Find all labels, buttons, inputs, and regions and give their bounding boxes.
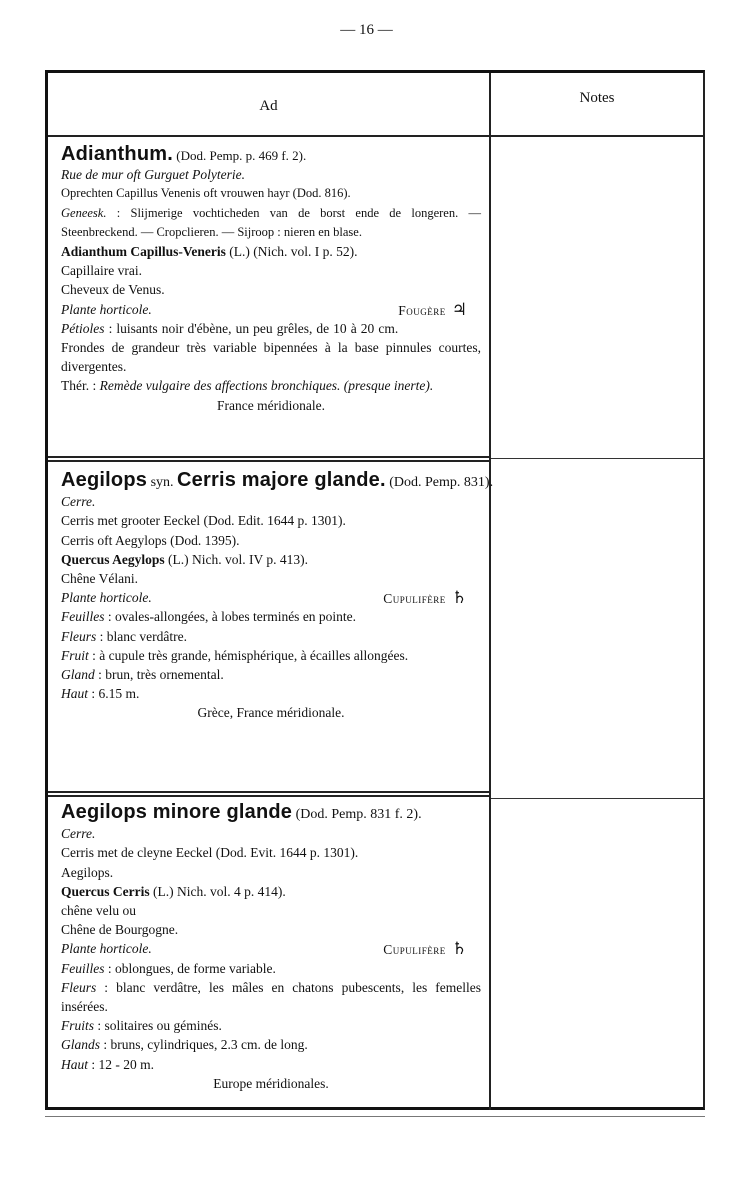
genus-reference: (Dod. Pemp. 831 f. 2).: [292, 807, 422, 822]
entry-separator: [48, 456, 489, 458]
entry-aegilops-majore: [61, 469, 494, 723]
page-number: — 16 —: [340, 22, 393, 38]
synonym-marker: syn.: [147, 475, 178, 490]
common-name: chêne velu ou: [61, 903, 136, 919]
genus-name: Aegilops minore glande: [61, 801, 293, 823]
fleurs-label: Fleurs: [61, 979, 97, 995]
glands-text: : bruns, cylindriques, 2.3 cm. de long.: [100, 1037, 308, 1053]
column-header-notes: Notes: [579, 90, 615, 106]
gland-text: : brun, très ornemental.: [94, 667, 224, 683]
genus-reference: (Dod. Pemp. p. 469 f. 2).: [173, 148, 307, 163]
genus-name: Aegilops: [61, 469, 148, 491]
haut-label: Haut: [61, 686, 88, 702]
region: Europe méridionales.: [213, 1075, 329, 1091]
genus-name: Adianthum.: [61, 143, 173, 165]
french-name: Cerre.: [61, 494, 96, 510]
therapeutic-label: Thér. :: [61, 378, 100, 394]
dutch-name-line: Aegilops.: [61, 864, 114, 880]
fleurs-text: : blanc verdâtre, les mâles en chatons pubescents, les femelles insérées.: [61, 979, 481, 1015]
region: France méridionale.: [217, 397, 325, 413]
bottom-rule: [45, 1116, 705, 1117]
petioles-label: Pétioles: [61, 320, 105, 336]
petioles-text: : luisants noir d'ébène, un peu grêles, de 10 à 20 cm. Frondes de grandeur très variable bipennées à la base pinnules courtes, divergentes.: [61, 320, 481, 375]
species-name: Adianthum Capillus-Veneris: [61, 244, 226, 260]
life-form-symbol-icon: ♃: [451, 299, 467, 319]
genus-name-secondary: Cerris majore glande.: [177, 469, 386, 491]
synonym-line: Rue de mur oft Gurguet Polyterie.: [61, 167, 245, 183]
common-name: Chêne de Bourgogne.: [61, 922, 179, 938]
feuilles-text: : oblongues, de forme variable.: [104, 960, 276, 976]
fruits-text: : solitaires ou géminés.: [94, 1018, 222, 1034]
plante-label: Plante horticole.: [61, 941, 152, 957]
family-name: Cupulifère: [383, 591, 446, 607]
common-name: Capillaire vrai.: [61, 263, 142, 279]
fleurs-label: Fleurs: [61, 628, 97, 644]
dutch-name-line: Cerris met grooter Eeckel (Dod. Edit. 1644 p. 1301).: [61, 513, 346, 529]
notes-separator: [491, 798, 703, 799]
region: Grèce, France méridionale.: [197, 705, 345, 721]
glands-label: Glands: [61, 1037, 101, 1053]
dutch-name-line: Oprechten Capillus Venenis oft vrouwen hayr (Dod. 816).: [61, 186, 351, 201]
feuilles-label: Feuilles: [61, 609, 105, 625]
species-name: Quercus Cerris: [61, 883, 150, 899]
geneesk-text: : Slijmerige vochticheden van de borst ende de longeren. — Steenbreckend. — Cropclieren. — Sijroop : nieren en blase.: [61, 205, 481, 239]
species-reference: (L.) (Nich. vol. I p. 52).: [225, 244, 358, 260]
fruit-text: : à cupule très grande, hémisphérique, à écailles allongées.: [88, 647, 409, 663]
plante-label: Plante horticole.: [61, 590, 152, 606]
entry-aegilops-minore: [61, 803, 481, 1093]
fleurs-text: : blanc verdâtre.: [96, 628, 187, 644]
entry-separator: [48, 791, 489, 793]
fruits-label: Fruits: [61, 1018, 95, 1034]
header-rule: [48, 135, 703, 137]
notes-separator: [491, 458, 703, 459]
entry-adianthum: [61, 145, 481, 415]
species-reference: (L.) Nich. vol. IV p. 413).: [164, 551, 308, 567]
species-name: Quercus Aegylops: [61, 551, 165, 567]
family-name: Cupulifère: [383, 942, 446, 958]
feuilles-text: : ovales-allongées, à lobes terminés en pointe.: [104, 609, 357, 625]
haut-label: Haut: [61, 1056, 88, 1072]
plante-label: Plante horticole.: [61, 301, 152, 317]
life-form-symbol-icon: ♄: [451, 939, 467, 959]
species-reference: (L.) Nich. vol. 4 p. 414).: [149, 883, 286, 899]
common-name: Cheveux de Venus.: [61, 282, 165, 298]
gland-label: Gland: [61, 667, 95, 683]
table-frame: [45, 70, 705, 1110]
genus-reference: (Dod. Pemp. 831).: [385, 475, 494, 490]
geneesk-label: Geneesk.: [61, 205, 107, 220]
family-name: Fougère: [398, 302, 446, 318]
column-header-ad: Ad: [259, 98, 278, 114]
french-name: Cerre.: [61, 826, 96, 842]
dutch-name-line: Cerris oft Aegylops (Dod. 1395).: [61, 532, 240, 548]
column-divider: [489, 73, 491, 1110]
common-name: Chêne Vélani.: [61, 571, 138, 587]
dutch-name-line: Cerris met de cleyne Eeckel (Dod. Evit. 1644 p. 1301).: [61, 845, 359, 861]
therapeutic-text: Remède vulgaire des affections bronchiques. (presque inerte).: [99, 378, 434, 394]
life-form-symbol-icon: ♄: [451, 588, 467, 608]
haut-text: : 12 - 20 m.: [88, 1056, 154, 1072]
haut-text: : 6.15 m.: [88, 686, 140, 702]
fruit-label: Fruit: [61, 647, 89, 663]
feuilles-label: Feuilles: [61, 960, 105, 976]
